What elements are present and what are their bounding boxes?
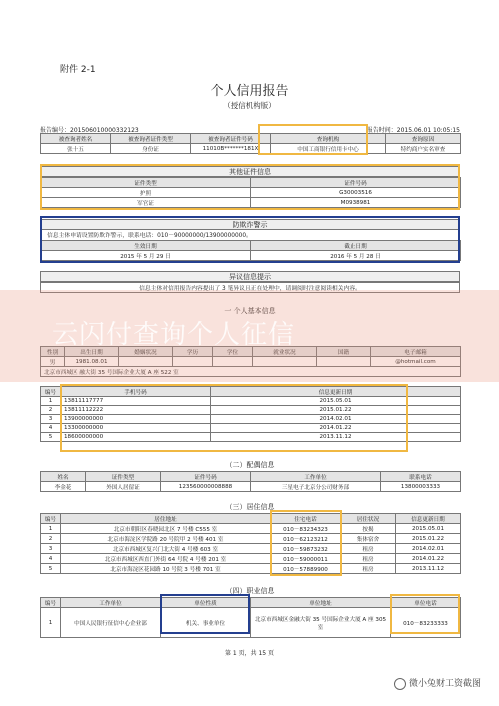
dispute-note: 信息主体对信用报告内容提出了 3 笔异议且正在处理中，请调阅时注意阅读相关内容。 — [40, 282, 460, 293]
residence-cell: 2015.05.01 — [396, 524, 461, 534]
phones-row — [41, 424, 461, 433]
basic-header-cell: 电子邮箱 — [371, 347, 461, 357]
phones-cell: 4 — [41, 424, 61, 433]
residence-cell: 010－57889900 — [271, 564, 341, 574]
residence-row — [41, 524, 461, 534]
spouse-cell: 外国人居留证 — [86, 482, 161, 492]
phones-table — [40, 386, 461, 442]
job-cell: 010－83233333 — [391, 608, 461, 638]
spouse-row — [41, 482, 461, 492]
other-ids-cell: 护照 — [41, 188, 251, 198]
residence-cell: 集体宿舍 — [341, 534, 396, 544]
phones-header-cell: 手机号码 — [61, 387, 211, 397]
residence-header-row — [41, 514, 461, 524]
fraud-header-cell: 截止日期 — [251, 241, 461, 251]
job-row — [41, 608, 461, 638]
residence-cell: 010－59000011 — [271, 554, 341, 564]
job-title: （四）职业信息 — [225, 587, 275, 595]
phones-cell: 2013.11.12 — [211, 433, 461, 442]
basic-header-cell: 学位 — [213, 347, 253, 357]
residence-cell: 北京市海淀区花园路 10 号院 3 号楼 701 室 — [61, 564, 271, 574]
brand-logo — [394, 676, 481, 690]
spouse-header-cell: 工作单位 — [251, 472, 381, 482]
basic-header-cell: 学历 — [173, 347, 213, 357]
query-table — [40, 133, 461, 154]
query-header-cell: 被查询者证件类型 — [111, 134, 191, 144]
basic-address-cell: 北京市西城区 融大街 35 号国际企业大厦 A 座 522 室 — [41, 367, 461, 377]
job-cell: 1 — [41, 608, 61, 638]
phones-header-row — [41, 387, 461, 397]
other-ids-row — [41, 188, 461, 198]
phones-cell: 2014.02.01 — [211, 415, 461, 424]
spouse-cell: 13800003333 — [381, 482, 461, 492]
other-ids-cell: G30003516 — [251, 188, 461, 198]
phones-cell: 13300000000 — [61, 424, 211, 433]
residence-cell: 010－62123212 — [271, 534, 341, 544]
basic-header-cell: 性别 — [41, 347, 65, 357]
spouse-cell: 李金花 — [41, 482, 86, 492]
residence-cell: 北京市海淀区学院路 20 号院甲 2 号楼 401 室 — [61, 534, 271, 544]
report-no: 2015060100003321​23 — [70, 127, 139, 134]
query-header-cell: 查询机构 — [271, 134, 386, 144]
spouse-cell: 123560000008888 — [161, 482, 251, 492]
other-ids-cell: 军官证 — [41, 198, 251, 208]
basic-header-cell: 出生日期 — [65, 347, 119, 357]
residence-cell: 2 — [41, 534, 61, 544]
residence-header-cell: 编号 — [41, 514, 61, 524]
dispute-title: 异议信息提示 — [40, 271, 460, 282]
spouse-header-cell: 联系电话 — [381, 472, 461, 482]
residence-cell: 北京市朝阳区春晓园北区 7 号楼 C555 室 — [61, 524, 271, 534]
residence-cell: 4 — [41, 554, 61, 564]
residence-cell: 2013.11.12 — [396, 564, 461, 574]
other-ids-header-row — [41, 178, 461, 188]
attachment-label: 附件 2-1 — [60, 65, 96, 75]
other-ids-row — [41, 198, 461, 208]
residence-cell: 北京市西城区复兴门北大街 4 号楼 603 室 — [61, 544, 271, 554]
fraud-row — [41, 251, 461, 261]
query-header-cell: 被查询者姓名 — [41, 134, 111, 144]
other-ids-header-cell: 证件类型 — [41, 178, 251, 188]
fraud-header-cell: 生效日期 — [41, 241, 251, 251]
query-cell: 身份证 — [111, 144, 191, 154]
query-header-cell: 被查询者证件号码 — [191, 134, 271, 144]
spouse-title: （二）配偶信息 — [225, 461, 275, 469]
residence-title: （三）居住信息 — [225, 503, 275, 511]
job-cell: 机关、事业单位 — [161, 608, 251, 638]
job-header-cell: 工作单位 — [61, 598, 161, 608]
phones-cell: 3 — [41, 415, 61, 424]
fraud-cell: 2016 年 5 月 28 日 — [251, 251, 461, 261]
residence-row — [41, 564, 461, 574]
basic-title: 一 个人基本信息 — [224, 307, 276, 315]
spouse-header-row — [41, 472, 461, 482]
phones-cell: 2014.01.22 — [211, 424, 461, 433]
residence-cell: 租房 — [341, 544, 396, 554]
logo-text: 微小兔财工资截图 — [408, 679, 481, 689]
job-header-cell: 单位性质 — [161, 598, 251, 608]
job-header-cell: 单位电话 — [391, 598, 461, 608]
phones-cell: 13900000000 — [61, 415, 211, 424]
basic-header-cell: 婚姻状况 — [119, 347, 173, 357]
query-cell: 11010B*******181X — [191, 144, 271, 154]
query-header-row — [41, 134, 461, 144]
report-time: 报告时间：2015.06.01 10:05:15 — [366, 127, 460, 134]
residence-cell: 010－59873232 — [271, 544, 341, 554]
fraud-table — [40, 240, 461, 261]
watermark-band — [0, 290, 499, 382]
basic-cell: @hotmail.com — [371, 357, 461, 367]
phones-row — [41, 433, 461, 442]
residence-cell: 2014.01.22 — [396, 554, 461, 564]
report-no-label: 报告编号： — [40, 127, 71, 134]
page-footer: 第 1 页，共 15 页 — [224, 650, 275, 657]
residence-cell: 3 — [41, 544, 61, 554]
residence-cell: 北京市西城区西直门外街 64 号院 4 号楼 201 室 — [61, 554, 271, 564]
phones-cell: 5 — [41, 433, 61, 442]
phones-row — [41, 397, 461, 406]
other-ids-table — [40, 177, 461, 208]
phones-cell: 13811112222 — [61, 406, 211, 415]
phones-cell: 2015.01.22 — [211, 406, 461, 415]
phones-cell: 1 — [41, 397, 61, 406]
job-table — [40, 597, 461, 638]
basic-cell: 男 — [41, 357, 65, 367]
residence-cell: 2015.01.22 — [396, 534, 461, 544]
job-header-row — [41, 598, 461, 608]
spouse-header-cell: 姓名 — [41, 472, 86, 482]
residence-cell: 租房 — [341, 554, 396, 564]
fraud-note: 信息主体申请设置防欺诈警示，联系电话：010－90000000/13900000000。 — [40, 230, 460, 240]
residence-table — [40, 513, 461, 574]
residence-header-cell: 居住地址 — [61, 514, 271, 524]
spouse-header-cell: 证件号码 — [161, 472, 251, 482]
query-cell: 张十五 — [41, 144, 111, 154]
job-cell: 北京市西城区金融大街 35 号国际企业大厦 A 座 305 室 — [251, 608, 391, 638]
phones-cell: 2 — [41, 406, 61, 415]
spouse-table — [40, 471, 461, 492]
residence-cell: 按揭 — [341, 524, 396, 534]
other-ids-cell: M0938981 — [251, 198, 461, 208]
residence-row — [41, 534, 461, 544]
wechat-icon — [394, 678, 406, 690]
phones-cell: 13811117777 — [61, 397, 211, 406]
residence-header-cell: 住宅电话 — [271, 514, 341, 524]
basic-cell: 1981.08.01 — [65, 357, 119, 367]
phones-header-cell: 信息更新日期 — [211, 387, 461, 397]
residence-row — [41, 544, 461, 554]
basic-header-cell: 国籍 — [317, 347, 371, 357]
fraud-header-row — [41, 241, 461, 251]
spouse-header-cell: 证件类型 — [86, 472, 161, 482]
query-header-cell: 查询原因 — [386, 134, 461, 144]
phones-row — [41, 415, 461, 424]
other-ids-header-cell: 证件号码 — [251, 178, 461, 188]
residence-header-cell: 居住状况 — [341, 514, 396, 524]
job-header-cell: 编号 — [41, 598, 61, 608]
phones-cell: 18600000000 — [61, 433, 211, 442]
residence-cell: 010－83234323 — [271, 524, 341, 534]
watermark-text: 云闪付查询个人征信 — [52, 320, 296, 350]
basic-header-cell: 就业状况 — [253, 347, 317, 357]
residence-cell: 租房 — [341, 564, 396, 574]
query-row — [41, 144, 461, 154]
other-ids-title: 其他证件信息 — [40, 166, 460, 177]
report-title: 个人信用报告 — [210, 84, 289, 99]
phones-cell: 2015.05.01 — [211, 397, 461, 406]
query-cell: 特约商户实名审查 — [386, 144, 461, 154]
residence-header-cell: 信息更新日期 — [396, 514, 461, 524]
fraud-title: 防欺诈警示 — [40, 219, 460, 230]
phones-header-cell: 编号 — [41, 387, 61, 397]
residence-cell: 2014.02.01 — [396, 544, 461, 554]
phones-row — [41, 406, 461, 415]
spouse-cell: 三星电子北京分公司财务部 — [251, 482, 381, 492]
job-header-cell: 单位地址 — [251, 598, 391, 608]
fraud-cell: 2015 年 5 月 29 日 — [41, 251, 251, 261]
report-subtitle: （授信机构版） — [223, 101, 276, 110]
job-cell: 中国人民银行征信中心企业部 — [61, 608, 161, 638]
query-cell: 中国工商银行信用卡中心 — [271, 144, 386, 154]
residence-row — [41, 554, 461, 564]
residence-cell: 1 — [41, 524, 61, 534]
residence-cell: 5 — [41, 564, 61, 574]
